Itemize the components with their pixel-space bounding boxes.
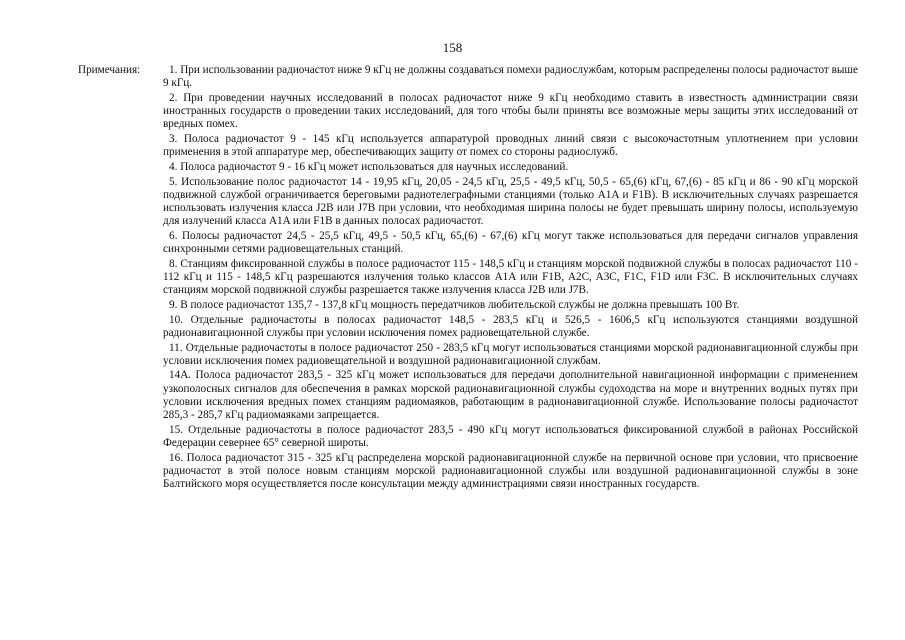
note-9: 9. В полосе радиочастот 135,7 - 137,8 кГц мощность передатчиков любительской службы не должна превышать 100 Вт. bbox=[169, 298, 740, 311]
note-3: 3. Полоса радиочастот 9 - 145 кГц используется аппаратурой проводных линий связи с высокочастотным уплотнением при условии применения в этой аппаратуре мер, обеспечивающих защиту от помех со стороны радиослужб. bbox=[163, 133, 858, 159]
page-number: 158 bbox=[442, 40, 463, 55]
note-2: 2. При проведении научных исследований в полосах радиочастот ниже 9 кГц необходимо ставить в известность администрации связи иностранных государств о проведении таких исследований, для того чтобы были приняты все возможные меры защиты этих исследований от вредных помех. bbox=[163, 91, 858, 131]
note-14a: 14А. Полоса радиочастот 283,5 - 325 кГц может использоваться для передачи дополнительной навигационной информации с применением узкополосных сигналов для обеспечения в рамках морской радионавигационной службы судоходства на море и внутренних водных путях при условии исключения вредных помех станциям радиомаяков, работающим в радионавигационной службе. Использование полосы радиочастот 285,3 - 285,7 кГц радиомаяками запрещается. bbox=[163, 369, 858, 422]
note-15: 15. Отдельные радиочастоты в полосе радиочастот 283,5 - 490 кГц могут использоваться фиксированной службой в районах Российской Федерации севернее 65° северной широты. bbox=[163, 423, 858, 449]
note-16: 16. Полоса радиочастот 315 - 325 кГц распределена морской радионавигационной службе на первичной основе при условии, что присвоение радиочастот в этой полосе новым станциям морской радионавигационной службы или воздушной радионавигационной службы в зоне Балтийского моря осуществляется после консультации между администрациями связи иностранных государств. bbox=[163, 451, 858, 491]
note-6: 6. Полосы радиочастот 24,5 - 25,5 кГц, 49,5 - 50,5 кГц, 65,(6) - 67,(6) кГц могут также использоваться для передачи сигналов управления синхронными сетями радиовещательных станций. bbox=[163, 229, 858, 256]
note-10: 10. Отдельные радиочастоты в полосах радиочастот 148,5 - 283,5 кГц и 526,5 - 1606,5 кГц используются станциями воздушной радионавигационной службы при условии исключения помех радиовещательной службе. bbox=[163, 313, 858, 339]
notes-list bbox=[163, 64, 858, 493]
notes-label: Примечания: bbox=[78, 64, 141, 76]
note-5: 5. Использование полос радиочастот 14 - 19,95 кГц, 20,05 - 24,5 кГц, 25,5 - 49,5 кГц, 50,5 - 65,(6) кГц, 67,(6) - 85 кГц и 86 - 90 кГц морской подвижной службой ограничивается береговыми радиотелеграфными станциями (только A1A и F1B). В исключительных случаях разрешается использовать излучения класса J2B или J7B при условии, что необходимая ширина полосы не будет превышать ширину полосы, используемую для излучений класса A1A или F1B в данных полосах радиочастот. bbox=[163, 175, 858, 228]
note-11: 11. Отдельные радиочастоты в полосе радиочастот 250 - 283,5 кГц могут использоваться станциями морской радионавигационной службы при условии исключения помех радиовещательной и воздушной радионавигационной службам. bbox=[163, 341, 858, 367]
note-8: 8. Станциям фиксированной службы в полосе радиочастот 115 - 148,5 кГц и станциям морской подвижной службы в полосах радиочастот 110 - 112 кГц и 115 - 148,5 кГц разрешаются излучения только классов A1A или F1B, A2C, A3C, F1C, F1D или F3C. В исключительных случаях станциям морской подвижной службы разрешается также излучения класса J2B или J7B. bbox=[163, 257, 858, 297]
note-1: 1. При использовании радиочастот ниже 9 кГц не должны создаваться помехи радиослужбам, которым распределены полосы радиочастот выше 9 кГц. bbox=[163, 64, 858, 90]
note-4: 4. Полоса радиочастот 9 - 16 кГц может использоваться для научных исследований. bbox=[169, 160, 569, 173]
